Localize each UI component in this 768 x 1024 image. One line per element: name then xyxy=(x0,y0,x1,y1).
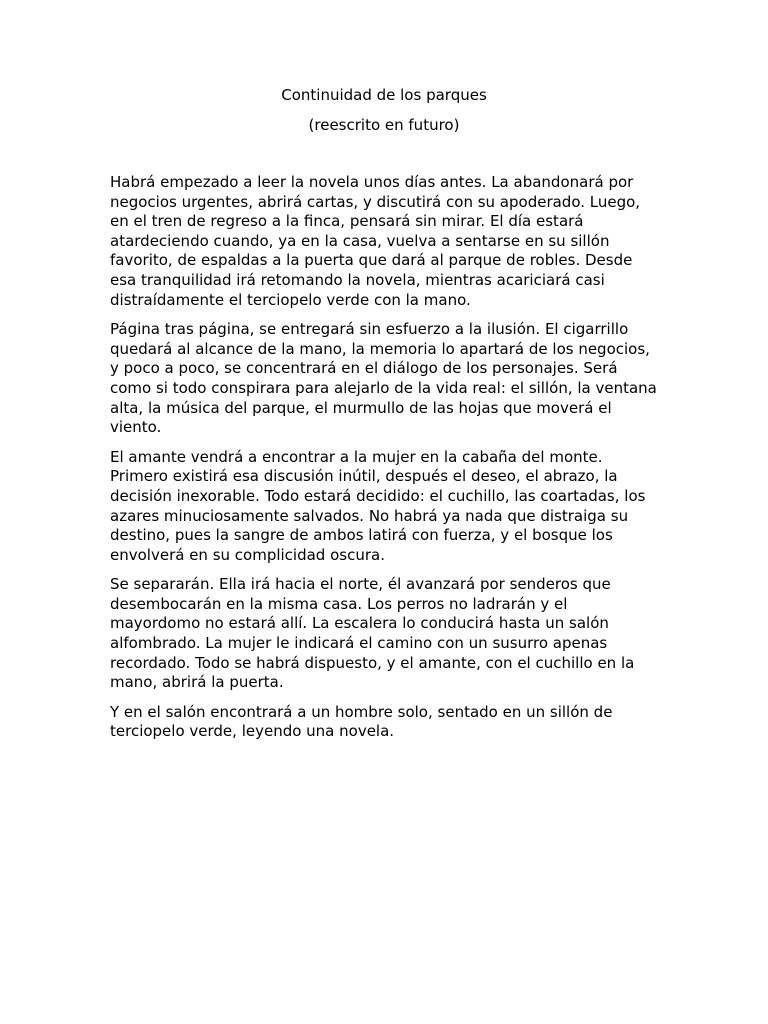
document-title: Continuidad de los parques xyxy=(281,86,487,104)
paragraph-2: Página tras página, se entregará sin esfuerzo a la ilusión. El cigarrillo quedará al alcance de la mano, la memoria lo apartará de los negocios, y poco a poco, se concentrará en el diálogo de los personajes. Será como si todo conspirara para alejarlo de la vida real: el sillón, la ventana alta, la música del parque, el murmullo de las hojas que moverá el viento. xyxy=(110,320,657,437)
paragraph-5: Y en el salón encontrará a un hombre solo, sentado en un sillón de terciopelo verde, leyendo una novela. xyxy=(110,702,613,741)
document-subtitle: (reescrito en futuro) xyxy=(308,116,460,134)
paragraph-1: Habrá empezado a leer la novela unos días antes. La abandonará por negocios urgentes, abrirá cartas, y discutirá con su apoderado. Luego, en el tren de regreso a la finca, pensará sin mirar. El día estará atardeciendo cuando, ya en la casa, vuelva a sentarse en su sillón favorito, de espaldas a la puerta que dará al parque de robles. Desde esa tranquilidad irá retomando la novela, mientras acariciará casi distraídamente el terciopelo verde con la mano. xyxy=(110,173,641,309)
paragraph-3: El amante vendrá a encontrar a la mujer en la cabaña del monte. Primero existirá esa discusión inútil, después el deseo, el abrazo, la decisión inexorable. Todo estará decidido: el cuchillo, las coartadas, los azares minuciosamente salvados. No habrá ya nada que distraiga su destino, pues la sangre de ambos latirá con fuerza, y el bosque los envolverá en su complicidad oscura. xyxy=(110,447,646,564)
paragraph-4: Se separarán. Ella irá hacia el norte, él avanzará por senderos que desembocarán en la misma casa. Los perros no ladrarán y el mayordomo no estará allí. La escalera lo conducirá hasta un salón alfombrado. La mujer le indicará el camino con un susurro apenas recordado. Todo se habrá dispuesto, y el amante, con el cuchillo en la mano, abrirá la puerta. xyxy=(110,575,635,692)
document-body xyxy=(110,173,660,752)
